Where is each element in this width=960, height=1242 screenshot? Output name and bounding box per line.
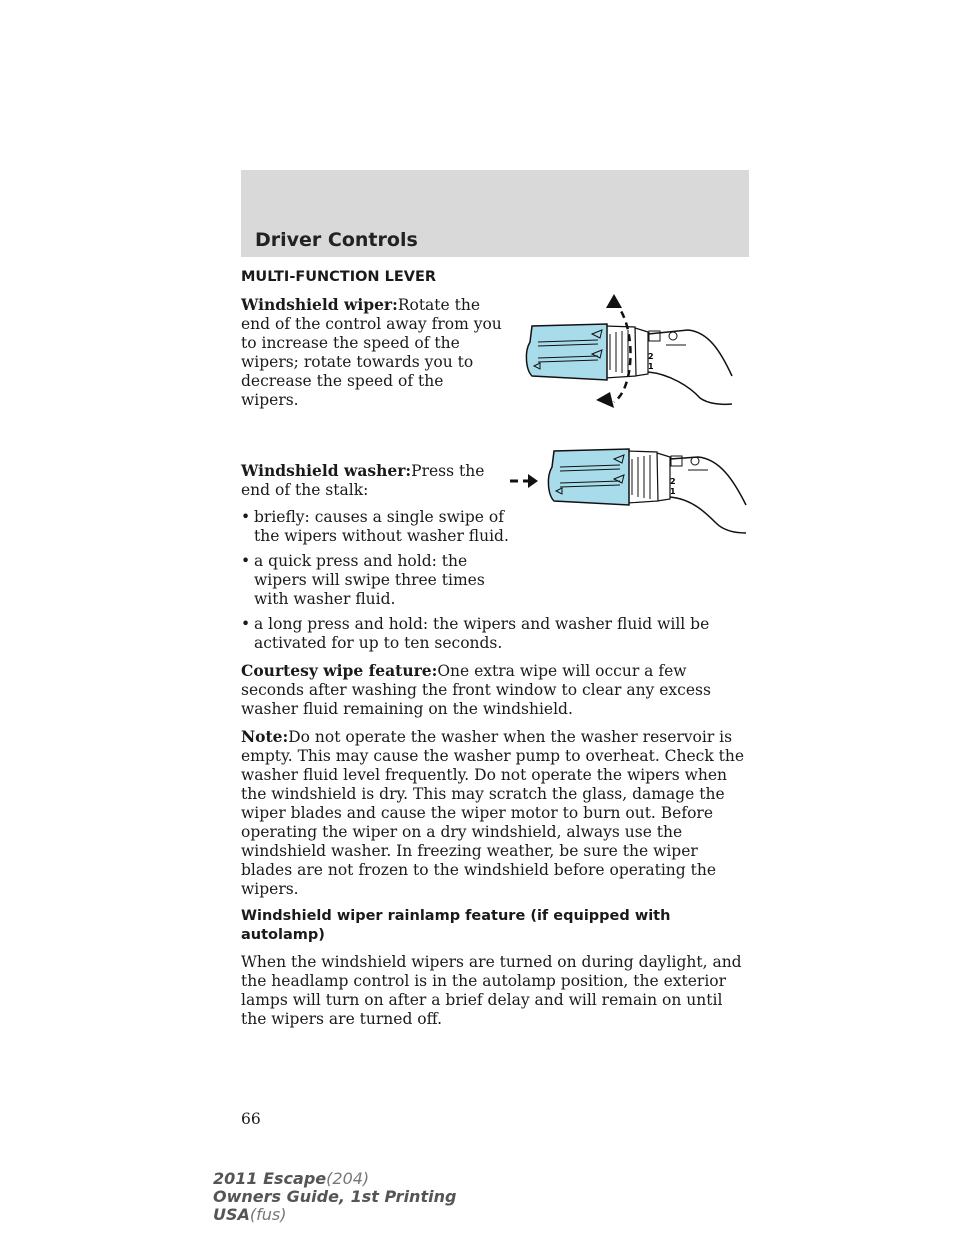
document-footer bbox=[213, 1170, 456, 1224]
lamp-symbol-icon bbox=[691, 457, 699, 465]
lever-stalk-shape bbox=[648, 330, 732, 376]
paragraph-windshield-wiper bbox=[241, 295, 503, 410]
footer-market: USA bbox=[213, 1205, 250, 1224]
paragraph-note bbox=[241, 727, 751, 899]
footer-guide: Owners Guide, 1st Printing bbox=[213, 1187, 457, 1206]
paragraph-courtesy-wipe bbox=[241, 661, 751, 719]
bullet-glyph: • bbox=[241, 615, 251, 633]
lever-stalk-shape bbox=[635, 328, 648, 376]
text-note: Do not operate the washer when the washer reservoir is empty. This may cause the washer pump to overheat. Check the washer fluid level frequently. Do not operate the wipers when the windshield is dry. This may scratch the glass, damage the wiper blades and cause the wiper motor to burn out. Before operating the wiper on a dry windshield, always use the windshield washer. In freezing weather, be sure the wiper blades are not frozen to the windshield before operating the wipers. bbox=[241, 728, 745, 898]
lever-stalk-shape bbox=[670, 497, 746, 533]
figure-wiper-rotation bbox=[510, 292, 750, 412]
text-windshield-wiper: Rotate the end of the control away from you to increase the speed of the wipers; rotate towards you to decrease the speed of the wipers. bbox=[241, 296, 502, 409]
speed-label-1: 1 bbox=[648, 362, 654, 371]
lever-stalk-shape bbox=[670, 457, 746, 505]
footer-market-code: (fus) bbox=[249, 1205, 287, 1224]
paragraph-rainlamp: When the windshield wipers are turned on during daylight, and the headlamp control is in the autolamp position, the exterior lamps will turn on after a brief delay and will remain on until the wipers are turned off. bbox=[241, 953, 742, 1028]
lever-stalk-shape bbox=[648, 372, 732, 404]
figure-washer-press bbox=[510, 445, 750, 545]
section-header-bar bbox=[241, 170, 749, 257]
bullet-glyph: • bbox=[241, 508, 251, 526]
speed-label-2: 2 bbox=[648, 352, 654, 361]
arrow-down-icon bbox=[596, 392, 614, 408]
heading-multi-function-lever: MULTI-FUNCTION LEVER bbox=[241, 269, 437, 285]
lever-stalk-shape bbox=[657, 453, 670, 501]
text-courtesy-wipe: One extra wipe will occur a few seconds after washing the front window to clear any excess washer fluid remaining on the windshield. bbox=[241, 662, 711, 718]
bullet-glyph: • bbox=[241, 552, 251, 570]
press-arrow-head-icon bbox=[528, 474, 538, 488]
lead-note: Note: bbox=[241, 727, 289, 746]
speed-label-1: 1 bbox=[670, 487, 676, 496]
paragraph-windshield-washer bbox=[241, 461, 503, 500]
footer-model-code: (204) bbox=[326, 1169, 370, 1188]
lead-windshield-washer: Windshield washer: bbox=[241, 461, 412, 480]
rear-wiper-symbol-icon bbox=[671, 456, 682, 466]
page-number: 66 bbox=[241, 1110, 261, 1128]
arrow-up-icon bbox=[606, 294, 622, 308]
footer-model: 2011 Escape bbox=[213, 1169, 327, 1188]
heading-rainlamp-feature: Windshield wiper rainlamp feature (if equipped with autolamp) bbox=[241, 908, 671, 943]
speed-label-2: 2 bbox=[670, 477, 676, 486]
text-windshield-washer: Press the end of the stalk: bbox=[241, 462, 485, 499]
list-item: • a long press and hold: the wipers and washer fluid will be activated for up to ten seconds. bbox=[241, 615, 710, 652]
lamp-symbol-icon bbox=[669, 332, 677, 340]
list-item: • briefly: causes a single swipe of the wipers without washer fluid. bbox=[241, 508, 509, 545]
page-section-title: Driver Controls bbox=[255, 229, 418, 251]
list-item: • a quick press and hold: the wipers will swipe three times with washer fluid. bbox=[241, 552, 485, 608]
lead-courtesy-wipe: Courtesy wipe feature: bbox=[241, 661, 438, 680]
lead-windshield-wiper: Windshield wiper: bbox=[241, 295, 398, 314]
